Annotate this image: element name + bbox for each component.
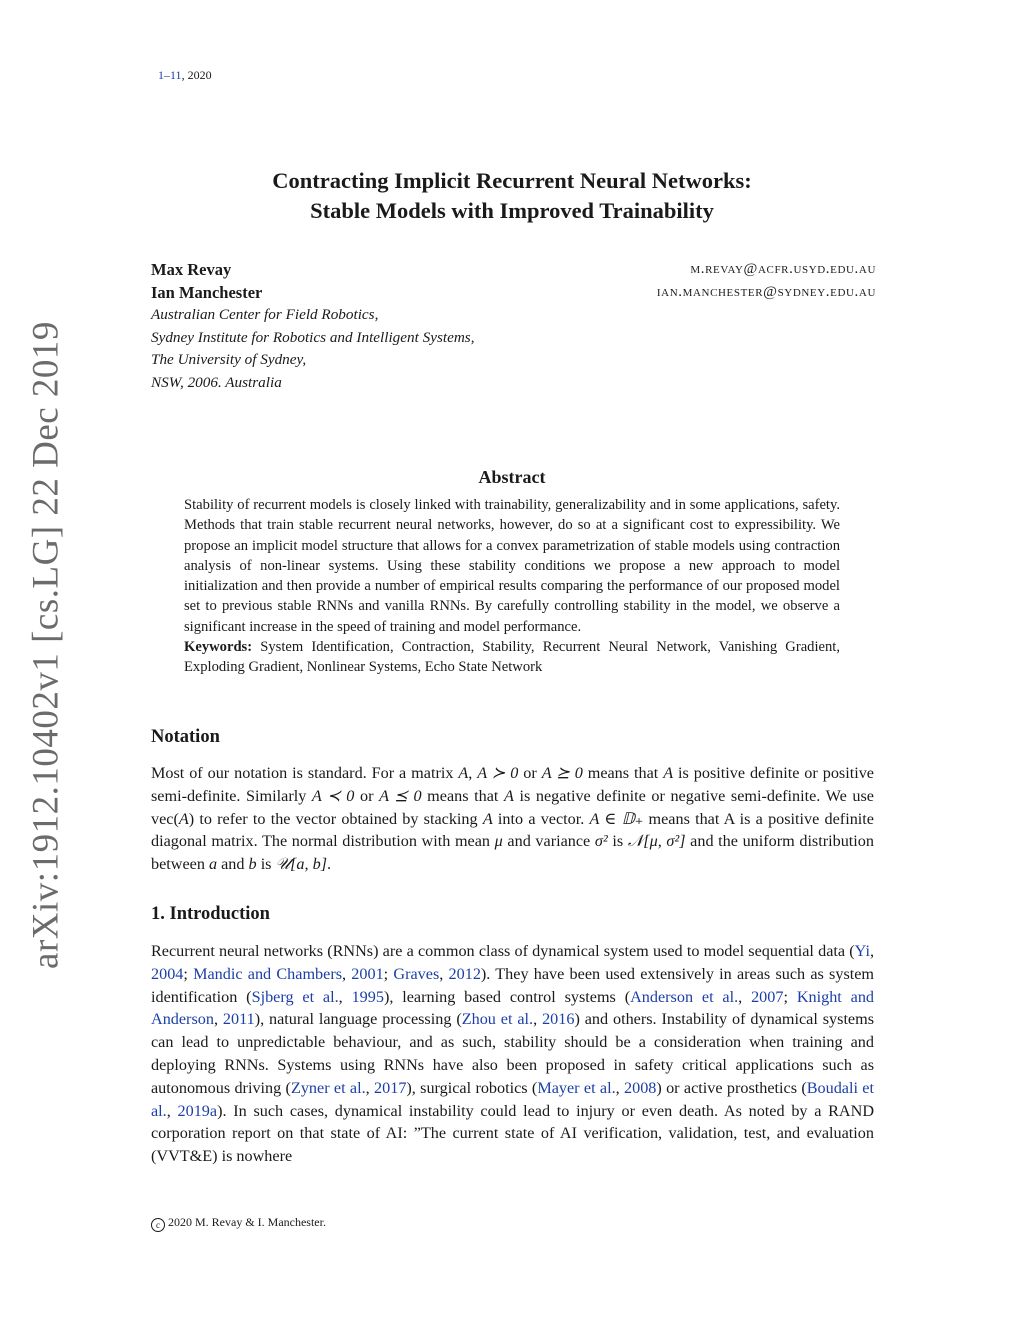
math-symbol: A xyxy=(663,764,674,782)
math-expression: 𝒩[μ, σ²] xyxy=(627,832,686,851)
abstract-heading: Abstract xyxy=(478,467,546,487)
text: is xyxy=(607,832,628,851)
text: and xyxy=(217,855,249,874)
citation-year-link[interactable]: 1995 xyxy=(351,987,384,1006)
running-header xyxy=(158,68,212,83)
author-block xyxy=(151,258,876,394)
citation-link[interactable]: Boudali et al. xyxy=(151,1078,874,1120)
paper-title xyxy=(0,166,1024,226)
title-line-2: Stable Models with Improved Trainability xyxy=(310,198,714,223)
math-symbol: A xyxy=(178,809,189,828)
math-symbol: A xyxy=(504,786,514,805)
citation-link[interactable]: Zhou et al. xyxy=(461,1010,534,1029)
author-name: Max Revay xyxy=(151,260,232,279)
text: is negative definite or negative semi-definite. We use vec( xyxy=(151,786,874,828)
copyright-footer xyxy=(151,1215,326,1232)
math-symbol: A xyxy=(458,764,469,782)
author-email[interactable]: m.revay@acfr.usyd.edu.au xyxy=(690,261,876,277)
text: means that A is a positive definite diagonal matrix. The normal distribution with mean xyxy=(151,809,874,851)
text: is xyxy=(256,855,276,874)
text: ) to refer to the vector obtained by stacking xyxy=(188,809,483,828)
text: ) and others. Instability of dynamical systems can lead to unpredictable behaviour, and as such, stability should be a consideration when training and deploying RNNs. Systems using RNNs have also been proposed in safety critical applications such as autonomous driving ( xyxy=(151,1010,875,1097)
citation-link[interactable]: Sjberg et al. xyxy=(251,987,339,1006)
citation-link[interactable]: Anderson et al. xyxy=(630,987,739,1006)
text: Recurrent neural networks (RNNs) are a common class of dynamical system used to model sequential data ( xyxy=(151,942,855,960)
text: Most of our notation is standard. For a matrix xyxy=(151,764,459,782)
copyright-icon: c xyxy=(151,1218,165,1232)
citation-year-link[interactable]: 2007 xyxy=(751,987,784,1006)
math-symbol: σ² xyxy=(594,832,608,851)
affiliation xyxy=(151,304,876,394)
citation-year-link[interactable]: 2001 xyxy=(351,964,384,983)
citation-link[interactable]: Mayer et al. xyxy=(537,1078,616,1097)
text: . xyxy=(327,855,332,874)
title-line-1: Contracting Implicit Recurrent Neural Networks: xyxy=(272,168,752,193)
author-row xyxy=(151,281,876,304)
math-expression: 𝒰[a, b] xyxy=(275,855,327,874)
text: , xyxy=(468,764,478,782)
math-expression: A ⪯ 0 xyxy=(379,786,422,805)
text: into a vector. xyxy=(492,809,590,828)
citation-year-link[interactable]: 2012 xyxy=(448,964,481,983)
keywords xyxy=(184,637,840,678)
citation-year-link[interactable]: 2017 xyxy=(374,1078,407,1097)
abstract-body xyxy=(184,495,840,678)
text: and the uniform distribution between xyxy=(151,832,874,874)
citation-link[interactable]: Yi xyxy=(854,942,870,960)
text: or xyxy=(354,786,380,805)
citation-year-link[interactable]: 2016 xyxy=(542,1010,575,1029)
abstract-text: Stability of recurrent models is closely linked with trainability, generalizability and in some applications, safety. Methods that train stable recurrent neural networks, however, do so at a significant cost to expressibility. We propose an implicit model structure that allows for a convex parametrization of stable models using contraction analysis of non-linear systems. Using these stability conditions we propose a new approach to model initialization and then provide a number of empirical results comparing the performance of our proposed model set to previous stable RNNs and vanilla RNNs. By carefully controlling stability in the model, we observe a significant increase in the speed of training and model performance. xyxy=(184,497,840,635)
header-year: , 2020 xyxy=(181,68,212,82)
introduction-paragraph: Recurrent neural networks (RNNs) are a common class of dynamical system used to model sequential data (Yi, 2004; Mandic and Chambers, 2001; Graves, 2012). They have been used extensively in areas such as system identification (Sjberg et al., 1995), learning based control systems (Anderson et al., 2007; Knight and Anderson, 2011), natural language processing (Zhou et al., 2016) and others. Instability of dynamical systems can lead to unpredictable behaviour, and as such, stability should be a consideration when training and deploying RNNs. Systems using RNNs have also been proposed in safety critical applications such as autonomous driving (Zyner et al., 2017), surgical robotics (Mayer et al., 2008) or active prosthetics (Boudali et al., 2019a). In such cases, dynamical instability could lead to injury or even death. As noted by a RAND corporation report on that state of AI: ”The current state of AI verification, validation, test, and evaluation (VVT&E) is nowhere xyxy=(151,942,875,1166)
math-expression: A ∈ 𝔻₊ xyxy=(589,809,644,828)
notation-paragraph xyxy=(151,762,874,876)
math-expression: A ≻ 0 xyxy=(477,764,519,782)
math-symbol: b xyxy=(248,855,257,874)
math-symbol: A xyxy=(482,809,493,828)
author-name: Ian Manchester xyxy=(151,283,263,302)
text: means that xyxy=(582,764,664,782)
citation-year-link[interactable]: 2011 xyxy=(222,1010,255,1029)
text: ) or active prosthetics ( xyxy=(656,1078,807,1097)
affiliation-line: The University of Sydney, xyxy=(151,351,307,368)
keywords-label: Keywords: xyxy=(184,639,253,656)
text: ), natural language processing ( xyxy=(254,1010,462,1029)
citation-year-link[interactable]: 2008 xyxy=(624,1078,657,1097)
text: ). In such cases, dynamical instability could lead to injury or even death. As noted by a RAND corporation report on that state of AI: ”The current state of AI verification, validation, test, and evaluation (VVT&E) is nowhere xyxy=(151,1101,875,1166)
text: or xyxy=(518,764,542,782)
math-symbol: a xyxy=(208,855,218,874)
affiliation-line: NSW, 2006. Australia xyxy=(151,373,282,391)
math-expression: A ≺ 0 xyxy=(311,786,355,805)
page-range-link[interactable]: 1–11 xyxy=(158,68,182,82)
affiliation-line: Sydney Institute for Robotics and Intelligent Systems, xyxy=(151,328,475,346)
text: means that xyxy=(421,786,504,805)
introduction-heading: 1. Introduction xyxy=(151,904,270,924)
arxiv-identifier: arXiv:1912.10402v1 [cs.LG] 22 Dec 2019 xyxy=(25,321,67,969)
citation-year-link[interactable]: 2019a xyxy=(177,1101,218,1120)
citation-year-link[interactable]: 2004 xyxy=(151,964,184,983)
notation-heading: Notation xyxy=(151,727,220,747)
copyright-text: 2020 M. Revay & I. Manchester. xyxy=(168,1215,326,1229)
citation-link[interactable]: Graves xyxy=(393,964,440,983)
author-email[interactable]: ian.manchester@sydney.edu.au xyxy=(656,284,876,300)
math-symbol: μ xyxy=(494,832,503,851)
text: and variance xyxy=(502,832,595,851)
citation-link[interactable]: Knight and Anderson xyxy=(151,987,875,1029)
math-expression: A ⪰ 0 xyxy=(541,764,583,782)
text: ), learning based control systems ( xyxy=(383,987,631,1006)
text: ). They have been used extensively in areas such as system identification ( xyxy=(151,964,875,1006)
text: ), surgical robotics ( xyxy=(406,1078,538,1097)
keywords-text: System Identification, Contraction, Stability, Recurrent Neural Network, Vanishing Gradient, Exploding Gradient, Nonlinear Systems, Echo State Network xyxy=(184,639,840,676)
affiliation-line: Australian Center for Field Robotics, xyxy=(151,306,379,323)
citation-link[interactable]: Mandic and Chambers xyxy=(193,964,343,983)
text: is positive definite or positive semi-definite. Similarly xyxy=(151,764,874,805)
citation-link[interactable]: Zyner et al. xyxy=(290,1078,366,1097)
author-row xyxy=(151,258,876,281)
